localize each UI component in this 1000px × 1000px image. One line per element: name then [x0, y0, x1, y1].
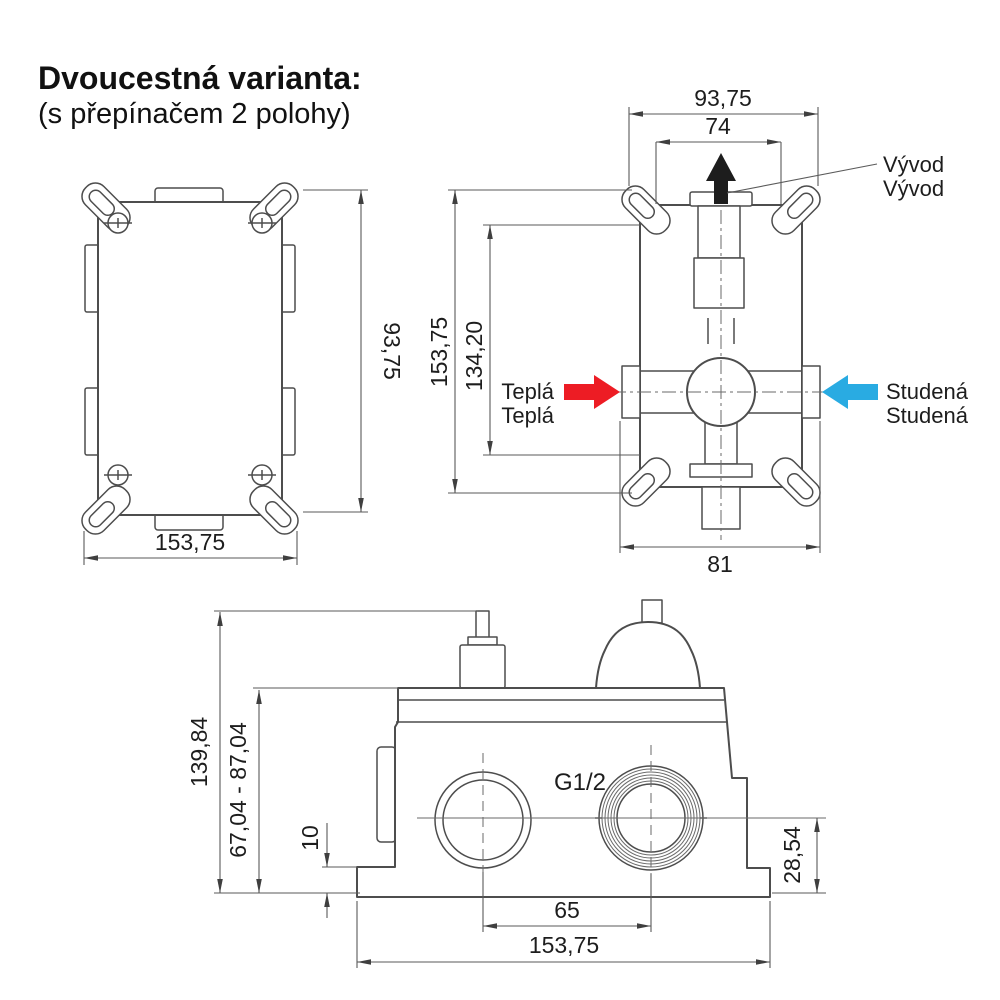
arrowhead-icon — [217, 879, 223, 893]
front-view — [77, 178, 405, 565]
switch-collar — [468, 637, 497, 645]
dim-label: 67,04 - 87,04 — [225, 722, 251, 858]
arrowhead-icon — [283, 555, 297, 561]
arrowhead-icon — [487, 225, 493, 239]
arrowhead-icon — [620, 544, 634, 550]
side-view — [186, 600, 826, 968]
dim-label: 74 — [705, 113, 731, 139]
dim-label: 153,75 — [528, 932, 600, 958]
cold-label: Studená — [886, 403, 968, 428]
dimension-height — [303, 190, 405, 512]
arrowhead-icon — [756, 959, 770, 965]
arrowhead-icon — [256, 690, 262, 704]
handle-stem — [642, 600, 662, 623]
side-tab — [377, 747, 396, 842]
arrowhead-icon — [806, 544, 820, 550]
arrowhead-icon — [84, 555, 98, 561]
dim-label: 28,54 — [779, 826, 805, 884]
title-block — [38, 60, 362, 130]
page-title: Dvoucestná varianta: — [38, 60, 362, 96]
cold-inlet — [822, 375, 969, 428]
cold-label: Studená — [886, 379, 968, 404]
arrowhead-icon — [767, 139, 781, 145]
dim-label: 93,75 — [694, 85, 752, 111]
outlet-pipe-lower — [694, 258, 744, 308]
arrowhead-icon — [452, 190, 458, 204]
dimension-step — [297, 823, 357, 918]
page-subtitle: (s přepínačem 2 polohy) — [38, 98, 351, 130]
arrowhead-icon — [324, 853, 330, 867]
outlet-label: Vývod — [883, 152, 945, 177]
arrowhead-icon — [814, 879, 820, 893]
outlet-label: Vývod — [883, 176, 945, 201]
cold-arrow-icon — [822, 375, 878, 409]
arrowhead-icon — [656, 139, 670, 145]
arrowhead-icon — [483, 923, 497, 929]
dim-label: 65 — [554, 897, 580, 923]
arrowhead-icon — [637, 923, 651, 929]
arrowhead-icon — [324, 893, 330, 907]
arrowhead-icon — [814, 818, 820, 832]
arrowhead-icon — [357, 959, 371, 965]
dim-label: 10 — [297, 825, 323, 851]
handle-dome — [596, 622, 700, 688]
arrowhead-icon — [629, 111, 643, 117]
dimension-width — [84, 529, 297, 565]
outlet-pipe-upper — [698, 206, 740, 258]
hot-label: Teplá — [501, 403, 554, 428]
dimension-depth-range — [225, 688, 398, 893]
dim-label: 139,84 — [186, 716, 212, 788]
hot-arrow-icon — [564, 375, 620, 409]
dim-label: 153,75 — [154, 529, 226, 555]
dimension-height — [426, 190, 632, 493]
hot-inlet — [501, 375, 620, 428]
arrowhead-icon — [804, 111, 818, 117]
arrowhead-icon — [358, 498, 364, 512]
arrowhead-icon — [452, 479, 458, 493]
switch-stem — [476, 611, 489, 638]
arrowhead-icon — [256, 879, 262, 893]
dim-label: 153,75 — [426, 316, 452, 388]
installation-view — [426, 85, 969, 577]
hot-label: Teplá — [501, 379, 554, 404]
arrowhead-icon — [217, 612, 223, 626]
arrowhead-icon — [487, 441, 493, 455]
arrowhead-icon — [358, 190, 364, 204]
dim-label: 93,75 — [379, 322, 405, 380]
dim-label: 134,20 — [461, 320, 487, 392]
switch-knob — [460, 645, 505, 688]
thread-label: G1/2 — [553, 769, 607, 796]
dim-label: 81 — [707, 551, 733, 577]
dimension-port-axis — [772, 818, 826, 893]
